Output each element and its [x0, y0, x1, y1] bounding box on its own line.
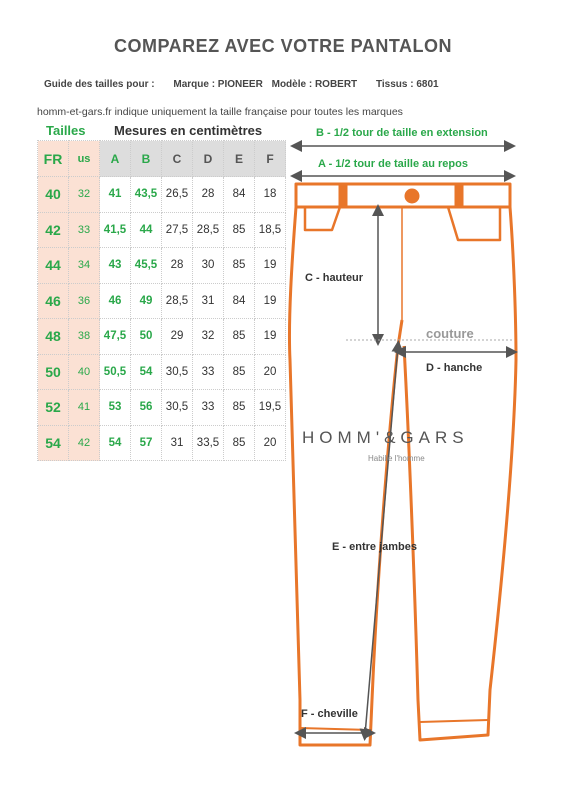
- guide-label: Guide des tailles pour :: [44, 79, 155, 90]
- cell-e: 85: [224, 425, 255, 461]
- header-e: E: [224, 141, 255, 177]
- cell-fr: 42: [38, 212, 69, 248]
- right-leg-outline: [404, 207, 516, 740]
- cell-e: 85: [224, 212, 255, 248]
- cell-us: 32: [69, 177, 100, 213]
- cell-c: 29: [162, 319, 193, 355]
- left-hem: [300, 728, 370, 730]
- cell-us: 33: [69, 212, 100, 248]
- cell-f: 19: [255, 319, 286, 355]
- cell-e: 85: [224, 354, 255, 390]
- brand-logo: HOMM'&GARS: [302, 428, 469, 447]
- cell-us: 38: [69, 319, 100, 355]
- cell-d: 33,5: [193, 425, 224, 461]
- cell-a: 41: [100, 177, 131, 213]
- cell-f: 20: [255, 425, 286, 461]
- cell-b: 45,5: [131, 248, 162, 284]
- left-pocket: [305, 207, 340, 230]
- cell-b: 50: [131, 319, 162, 355]
- cell-d: 30: [193, 248, 224, 284]
- c-label: C - hauteur: [305, 272, 364, 284]
- cell-a: 53: [100, 390, 131, 426]
- cell-e: 84: [224, 177, 255, 213]
- b-label: B - 1/2 tour de taille en extension: [316, 127, 488, 139]
- button-icon: [406, 190, 418, 202]
- cell-c: 27,5: [162, 212, 193, 248]
- cell-e: 85: [224, 248, 255, 284]
- header-b: B: [131, 141, 162, 177]
- header-d: D: [193, 141, 224, 177]
- cell-d: 33: [193, 354, 224, 390]
- cell-c: 31: [162, 425, 193, 461]
- f-label: F - cheville: [301, 708, 358, 720]
- cell-a: 46: [100, 283, 131, 319]
- cell-e: 85: [224, 319, 255, 355]
- cell-a: 54: [100, 425, 131, 461]
- cell-f: 19,5: [255, 390, 286, 426]
- guide-brand: Marque : PIONEER: [173, 79, 263, 90]
- size-note: homm-et-gars.fr indique uniquement la taille française pour toutes les marques: [37, 106, 403, 118]
- cell-c: 28,5: [162, 283, 193, 319]
- right-hem: [420, 720, 488, 722]
- cell-e: 85: [224, 390, 255, 426]
- cell-c: 30,5: [162, 354, 193, 390]
- right-pocket: [448, 207, 500, 240]
- cell-c: 26,5: [162, 177, 193, 213]
- cell-b: 49: [131, 283, 162, 319]
- pants-outline: [289, 184, 516, 745]
- cell-d: 31: [193, 283, 224, 319]
- mesures-heading: Mesures en centimètres: [114, 123, 263, 138]
- brand-tagline: Habille l'homme: [368, 454, 425, 463]
- cell-c: 30,5: [162, 390, 193, 426]
- cell-us: 36: [69, 283, 100, 319]
- left-leg-outline: [289, 207, 402, 745]
- guide-fabric: Tissus : 6801: [375, 79, 439, 90]
- header-c: C: [162, 141, 193, 177]
- cell-d: 28: [193, 177, 224, 213]
- cell-d: 28,5: [193, 212, 224, 248]
- cell-fr: 40: [38, 177, 69, 213]
- cell-fr: 52: [38, 390, 69, 426]
- couture-label: couture: [426, 326, 474, 341]
- cell-us: 42: [69, 425, 100, 461]
- guide-model: Modèle : ROBERT: [271, 79, 358, 90]
- belt-loop-right: [456, 184, 462, 207]
- e-label: E - entre jambes: [332, 541, 417, 553]
- belt-loop-left: [340, 184, 346, 207]
- cell-us: 41: [69, 390, 100, 426]
- cell-b: 43,5: [131, 177, 162, 213]
- header-fr: FR: [38, 141, 69, 177]
- cell-f: 19: [255, 248, 286, 284]
- cell-fr: 44: [38, 248, 69, 284]
- header-a: A: [100, 141, 131, 177]
- waistband: [296, 184, 510, 207]
- cell-fr: 48: [38, 319, 69, 355]
- cell-us: 40: [69, 354, 100, 390]
- cell-c: 28: [162, 248, 193, 284]
- cell-fr: 50: [38, 354, 69, 390]
- cell-d: 32: [193, 319, 224, 355]
- d-label: D - hanche: [426, 362, 483, 374]
- cell-a: 43: [100, 248, 131, 284]
- cell-a: 47,5: [100, 319, 131, 355]
- tailles-heading: Tailles: [46, 123, 86, 138]
- page-title: COMPAREZ AVEC VOTRE PANTALON: [114, 36, 452, 56]
- cell-b: 54: [131, 354, 162, 390]
- cell-a: 50,5: [100, 354, 131, 390]
- cell-b: 56: [131, 390, 162, 426]
- cell-f: 18: [255, 177, 286, 213]
- cell-f: 19: [255, 283, 286, 319]
- cell-a: 41,5: [100, 212, 131, 248]
- cell-us: 34: [69, 248, 100, 284]
- header-f: F: [255, 141, 286, 177]
- cell-b: 57: [131, 425, 162, 461]
- cell-f: 18,5: [255, 212, 286, 248]
- a-label: A - 1/2 tour de taille au repos: [318, 158, 468, 170]
- cell-f: 20: [255, 354, 286, 390]
- cell-fr: 54: [38, 425, 69, 461]
- cell-e: 84: [224, 283, 255, 319]
- cell-d: 33: [193, 390, 224, 426]
- cell-fr: 46: [38, 283, 69, 319]
- cell-b: 44: [131, 212, 162, 248]
- header-us: us: [69, 141, 100, 177]
